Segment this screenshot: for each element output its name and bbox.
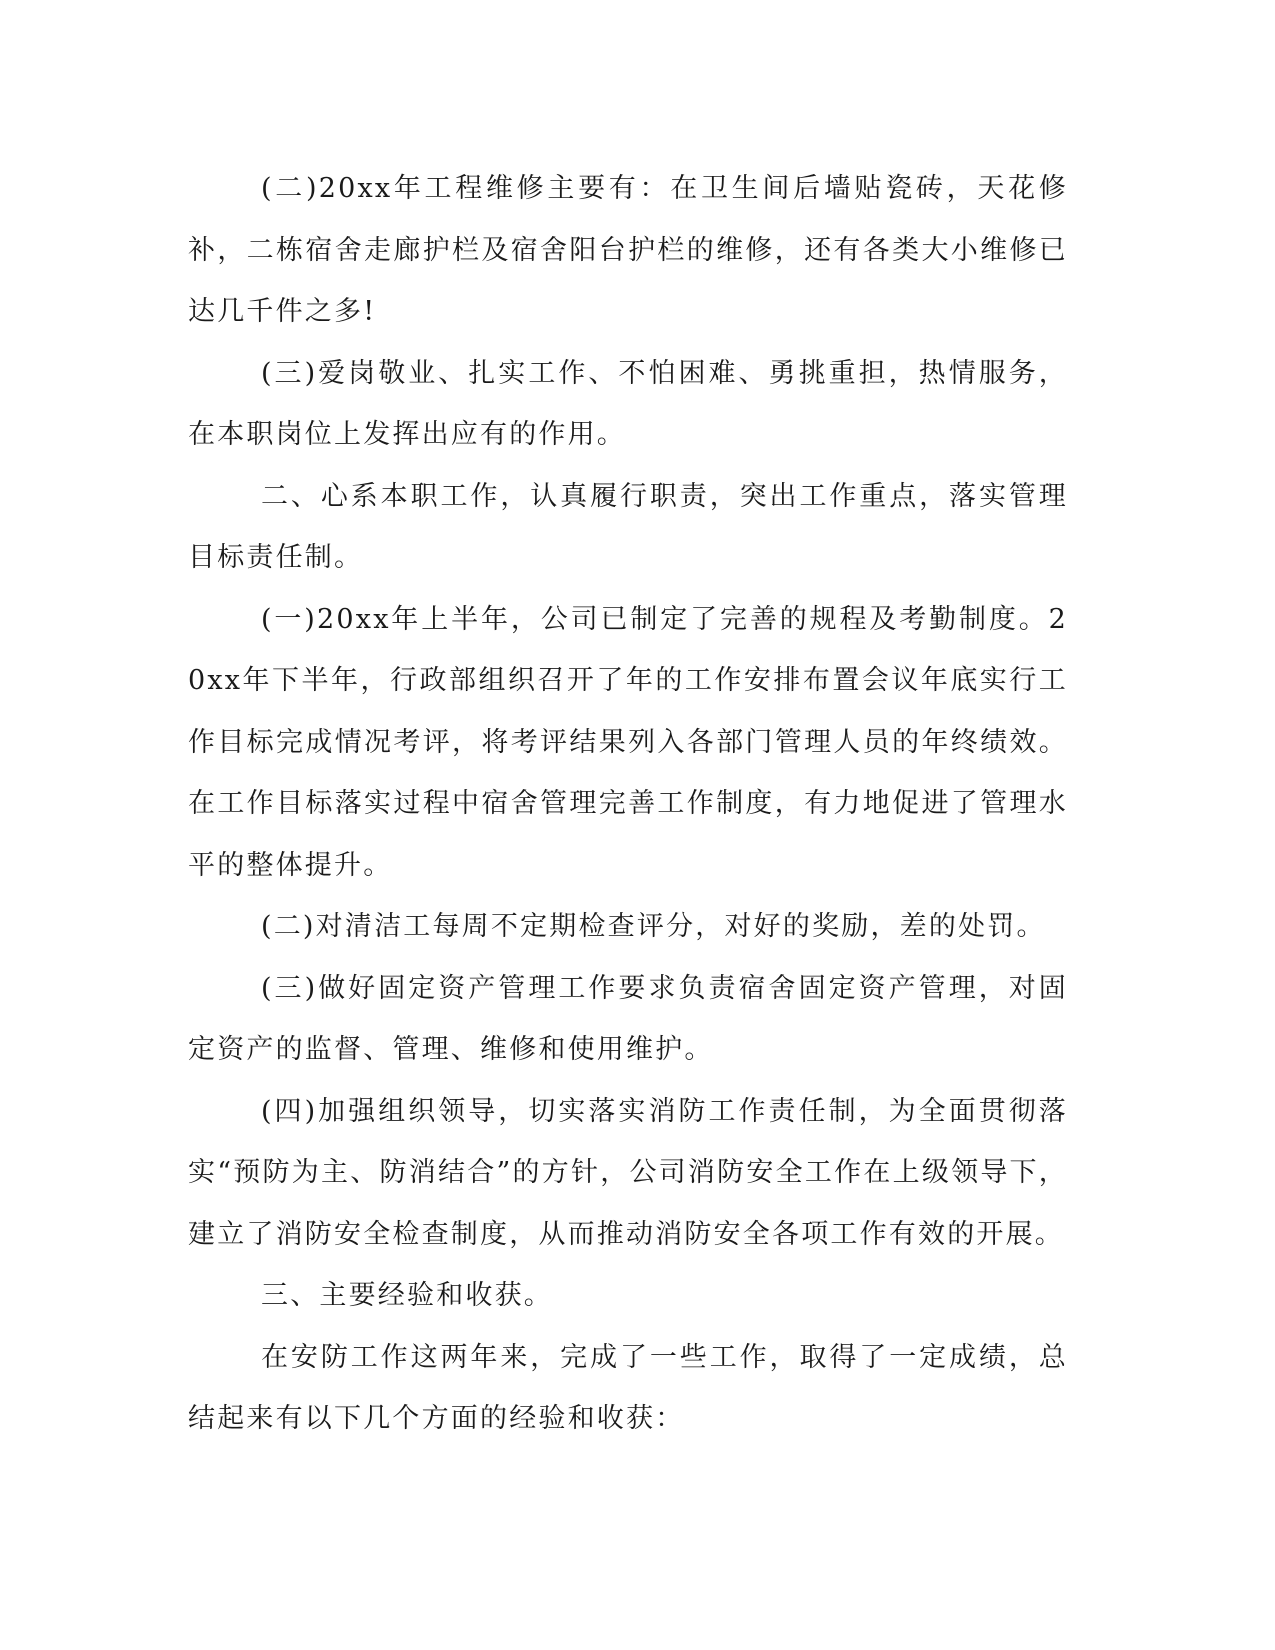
- paragraph-summary-intro: 在安防工作这两年来，完成了一些工作，取得了一定成绩，总结起来有以下几个方面的经验和收获：: [188, 1341, 1068, 1434]
- paragraph-attendance-system: (一)20xx年上半年，公司已制定了完善的规程及考勤制度。20xx年下半年，行政部组织召开了年的工作安排布置会议年底实行工作目标完成情况考评，将考评结果列入各部门管理人员的年终绩效。在工作目标落实过程中宿舍管理完善工作制度，有力地促进了管理水平的整体提升。: [188, 603, 1068, 881]
- document-body: [188, 158, 1068, 1450]
- paragraph-fire-safety: (四)加强组织领导，切实落实消防工作责任制，为全面贯彻落实“预防为主、防消结合”的方针，公司消防安全工作在上级领导下，建立了消防安全检查制度，从而推动消防安全各项工作有效的开展。: [188, 1095, 1068, 1250]
- paragraph-fixed-assets: (三)做好固定资产管理工作要求负责宿舍固定资产管理，对固定资产的监督、管理、维修和使用维护。: [188, 972, 1068, 1065]
- paragraph-dedication: (三)爱岗敬业、扎实工作、不怕困难、勇挑重担，热情服务，在本职岗位上发挥出应有的作用。: [188, 357, 1068, 450]
- section-heading-responsibilities: 二、心系本职工作，认真履行职责，突出工作重点，落实管理目标责任制。: [188, 480, 1068, 573]
- section-heading-experience: 三、主要经验和收获。: [261, 1280, 553, 1311]
- paragraph-repair-work: (二)20xx年工程维修主要有：在卫生间后墙贴瓷砖，天花修补，二栋宿舍走廊护栏及宿舍阳台护栏的维修，还有各类大小维修已达几千件之多!: [188, 173, 1068, 327]
- paragraph-cleaning-inspection: (二)对清洁工每周不定期检查评分，对好的奖励，差的处罚。: [261, 911, 1046, 942]
